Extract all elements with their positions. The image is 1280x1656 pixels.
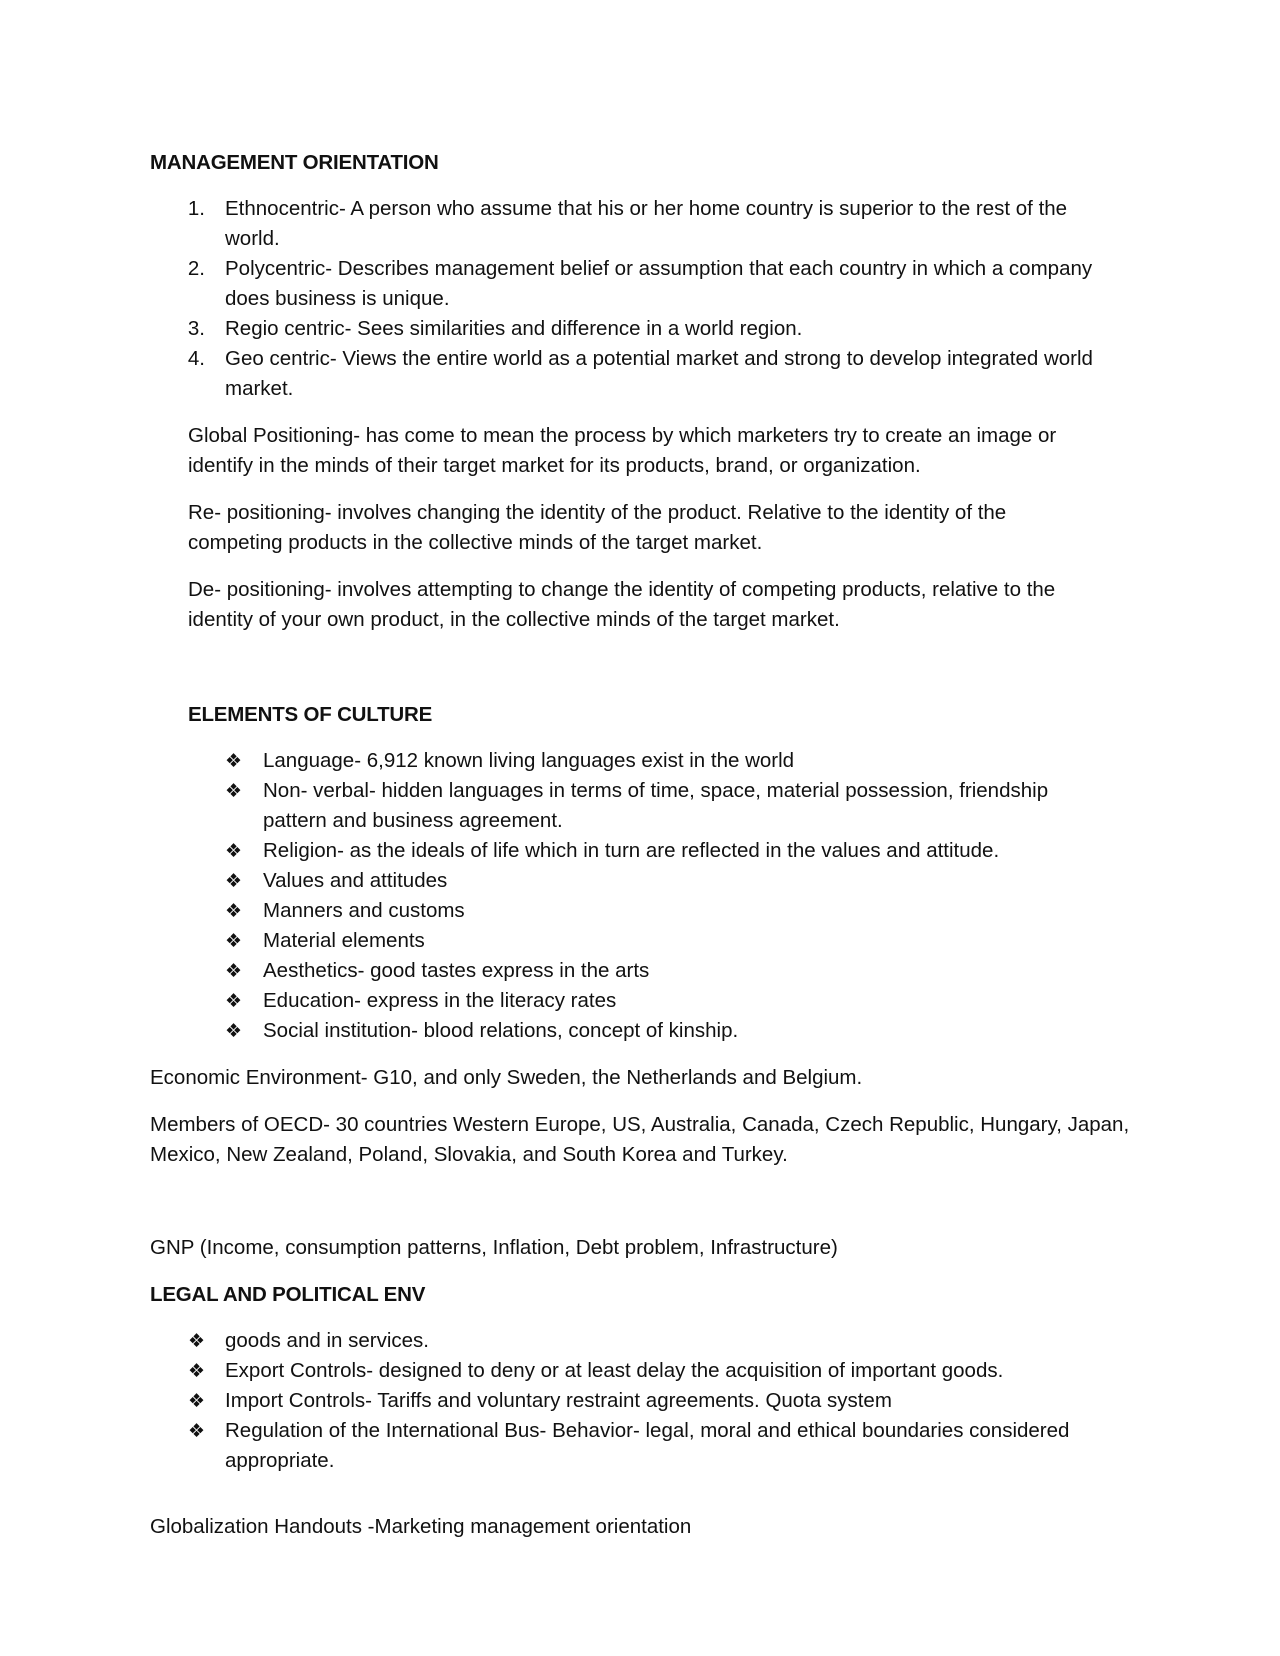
paragraph-line: identify in the minds of their target market for its products, brand, or organization. (188, 454, 921, 477)
bullet-icon: ❖ (225, 961, 243, 982)
list-item-text: appropriate. (225, 1449, 335, 1472)
bullet-icon: ❖ (188, 1391, 206, 1412)
list-item-text: Non- verbal- hidden languages in terms of time, space, material possession, friendship (263, 779, 1049, 802)
list-item-text: Ethnocentric- A person who assume that his or her home country is superior to the rest of the (225, 197, 1068, 220)
management-orientation-heading: MANAGEMENT ORIENTATION (150, 151, 439, 174)
list-item-text: Material elements (263, 929, 425, 952)
list-item-text: Values and attitudes (263, 869, 448, 892)
bullet-icon: ❖ (225, 1021, 243, 1042)
bullet-icon: ❖ (188, 1421, 206, 1442)
bullet-icon: ❖ (225, 901, 243, 922)
list-item-number: 1. (187, 197, 205, 220)
list-item-text: Religion- as the ideals of life which in turn are reflected in the values and attitude. (263, 839, 1000, 862)
bullet-icon: ❖ (225, 751, 243, 772)
list-item-text: Manners and customs (263, 899, 465, 922)
list-item-number: 3. (187, 317, 205, 340)
list-item-number: 4. (187, 347, 205, 370)
legal-political-heading: LEGAL AND POLITICAL ENV (150, 1283, 426, 1306)
paragraph-line: Global Positioning- has come to mean the process by which marketers try to create an image or (188, 424, 1057, 447)
paragraph-line: competing products in the collective minds of the target market. (188, 531, 763, 554)
list-item-text: pattern and business agreement. (263, 809, 563, 832)
bullet-icon: ❖ (225, 991, 243, 1012)
list-item-text: market. (225, 377, 294, 400)
list-item-text: Aesthetics- good tastes express in the arts (263, 959, 650, 982)
paragraph-line: identity of your own product, in the collective minds of the target market. (188, 608, 840, 631)
list-item-text: Polycentric- Describes management belief or assumption that each country in which a company (225, 257, 1093, 280)
bullet-icon: ❖ (225, 841, 243, 862)
list-item-text: does business is unique. (225, 287, 450, 310)
list-item-text: Regulation of the International Bus- Behavior- legal, moral and ethical boundaries considered (225, 1419, 1070, 1442)
list-item-text: Export Controls- designed to deny or at least delay the acquisition of important goods. (225, 1359, 1004, 1382)
paragraph-line: De- positioning- involves attempting to change the identity of competing products, relative to the (188, 578, 1056, 601)
elements-of-culture-heading: ELEMENTS OF CULTURE (188, 703, 433, 726)
list-item-text: Geo centric- Views the entire world as a potential market and strong to develop integrated world (225, 347, 1093, 370)
bullet-icon: ❖ (225, 931, 243, 952)
paragraph-line: Re- positioning- involves changing the identity of the product. Relative to the identity of the (188, 501, 1007, 524)
paragraph-line: Mexico, New Zealand, Poland, Slovakia, and South Korea and Turkey. (150, 1143, 788, 1166)
list-item-text: Regio centric- Sees similarities and difference in a world region. (225, 317, 803, 340)
list-item-text: Education- express in the literacy rates (263, 989, 617, 1012)
gnp-text: GNP (Income, consumption patterns, Inflation, Debt problem, Infrastructure) (150, 1236, 838, 1259)
list-item-text: Social institution- blood relations, concept of kinship. (263, 1019, 739, 1042)
bullet-icon: ❖ (225, 781, 243, 802)
paragraph-line: Members of OECD- 30 countries Western Europe, US, Australia, Canada, Czech Republic, Hungary, Japan, (150, 1113, 1130, 1136)
page-footer: Globalization Handouts -Marketing management orientation (150, 1515, 692, 1538)
list-item-number: 2. (187, 257, 205, 280)
list-item-text: Language- 6,912 known living languages exist in the world (263, 749, 795, 772)
bullet-icon: ❖ (188, 1331, 206, 1352)
list-item-text: goods and in services. (225, 1329, 429, 1352)
bullet-icon: ❖ (188, 1361, 206, 1382)
list-item-text: world. (225, 227, 280, 250)
economic-environment-text: Economic Environment- G10, and only Sweden, the Netherlands and Belgium. (150, 1066, 863, 1089)
bullet-icon: ❖ (225, 871, 243, 892)
list-item-text: Import Controls- Tariffs and voluntary restraint agreements. Quota system (225, 1389, 892, 1412)
